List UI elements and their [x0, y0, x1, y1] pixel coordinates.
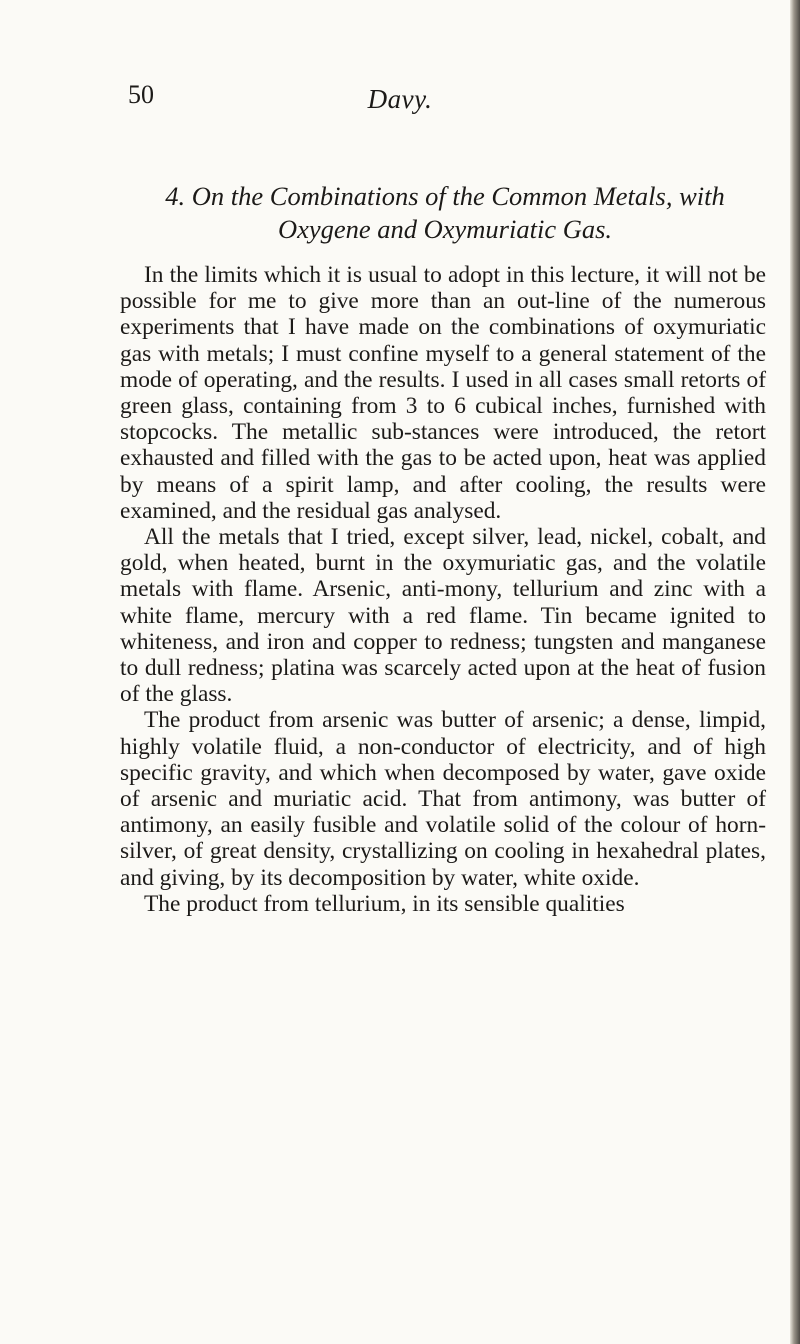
page-number: 50 [128, 80, 154, 109]
page-edge-shadow [790, 0, 800, 1344]
paragraph-3: The product from arsenic was butter of arsenic; a dense, limpid, highly volatile fluid, a non-conductor of electricity, and of high specific gravity, and which when decomposed by water, gave oxide of arsenic and muriatic acid. That from antimony, was butter of antimony, an easily fusible and volatile solid of the colour of horn-silver, of great density, crystallizing on cooling in hexahedral plates, and giving, by its decomposition by water, white oxide. [120, 707, 766, 891]
body-text [120, 262, 766, 917]
running-head: Davy. [367, 84, 433, 114]
paragraph-1: In the limits which it is usual to adopt in this lecture, it will not be possible for me to give more than an out-line of the numerous experiments that I have made on the combinations of oxymuriatic gas with metals; I must confine myself to a general statement of the mode of operating, and the results. I used in all cases small retorts of green glass, containing from 3 to 6 cubical inches, furnished with stopcocks. The metallic sub-stances were introduced, the retort exhausted and filled with the gas to be acted upon, heat was applied by means of a spirit lamp, and after cooling, the results were examined, and the residual gas analysed. [120, 262, 766, 524]
section-heading-line-2: Oxygene and Oxymuriatic Gas. [277, 214, 613, 244]
section-heading-line-1: 4. On the Combinations of the Common Metals, with [165, 181, 725, 211]
paragraph-4: The product from tellurium, in its sensible qualities [144, 890, 625, 917]
section-heading [120, 180, 770, 246]
paragraph-2: All the metals that I tried, except silver, lead, nickel, cobalt, and gold, when heated, burnt in the oxymuriatic gas, and the volatile metals with flame. Arsenic, anti-mony, tellurium and zinc with a white flame, mercury with a red flame. Tin became ignited to whiteness, and iron and copper to redness; tungsten and manganese to dull redness; platina was scarcely acted upon at the heat of fusion of the glass. [120, 524, 766, 708]
